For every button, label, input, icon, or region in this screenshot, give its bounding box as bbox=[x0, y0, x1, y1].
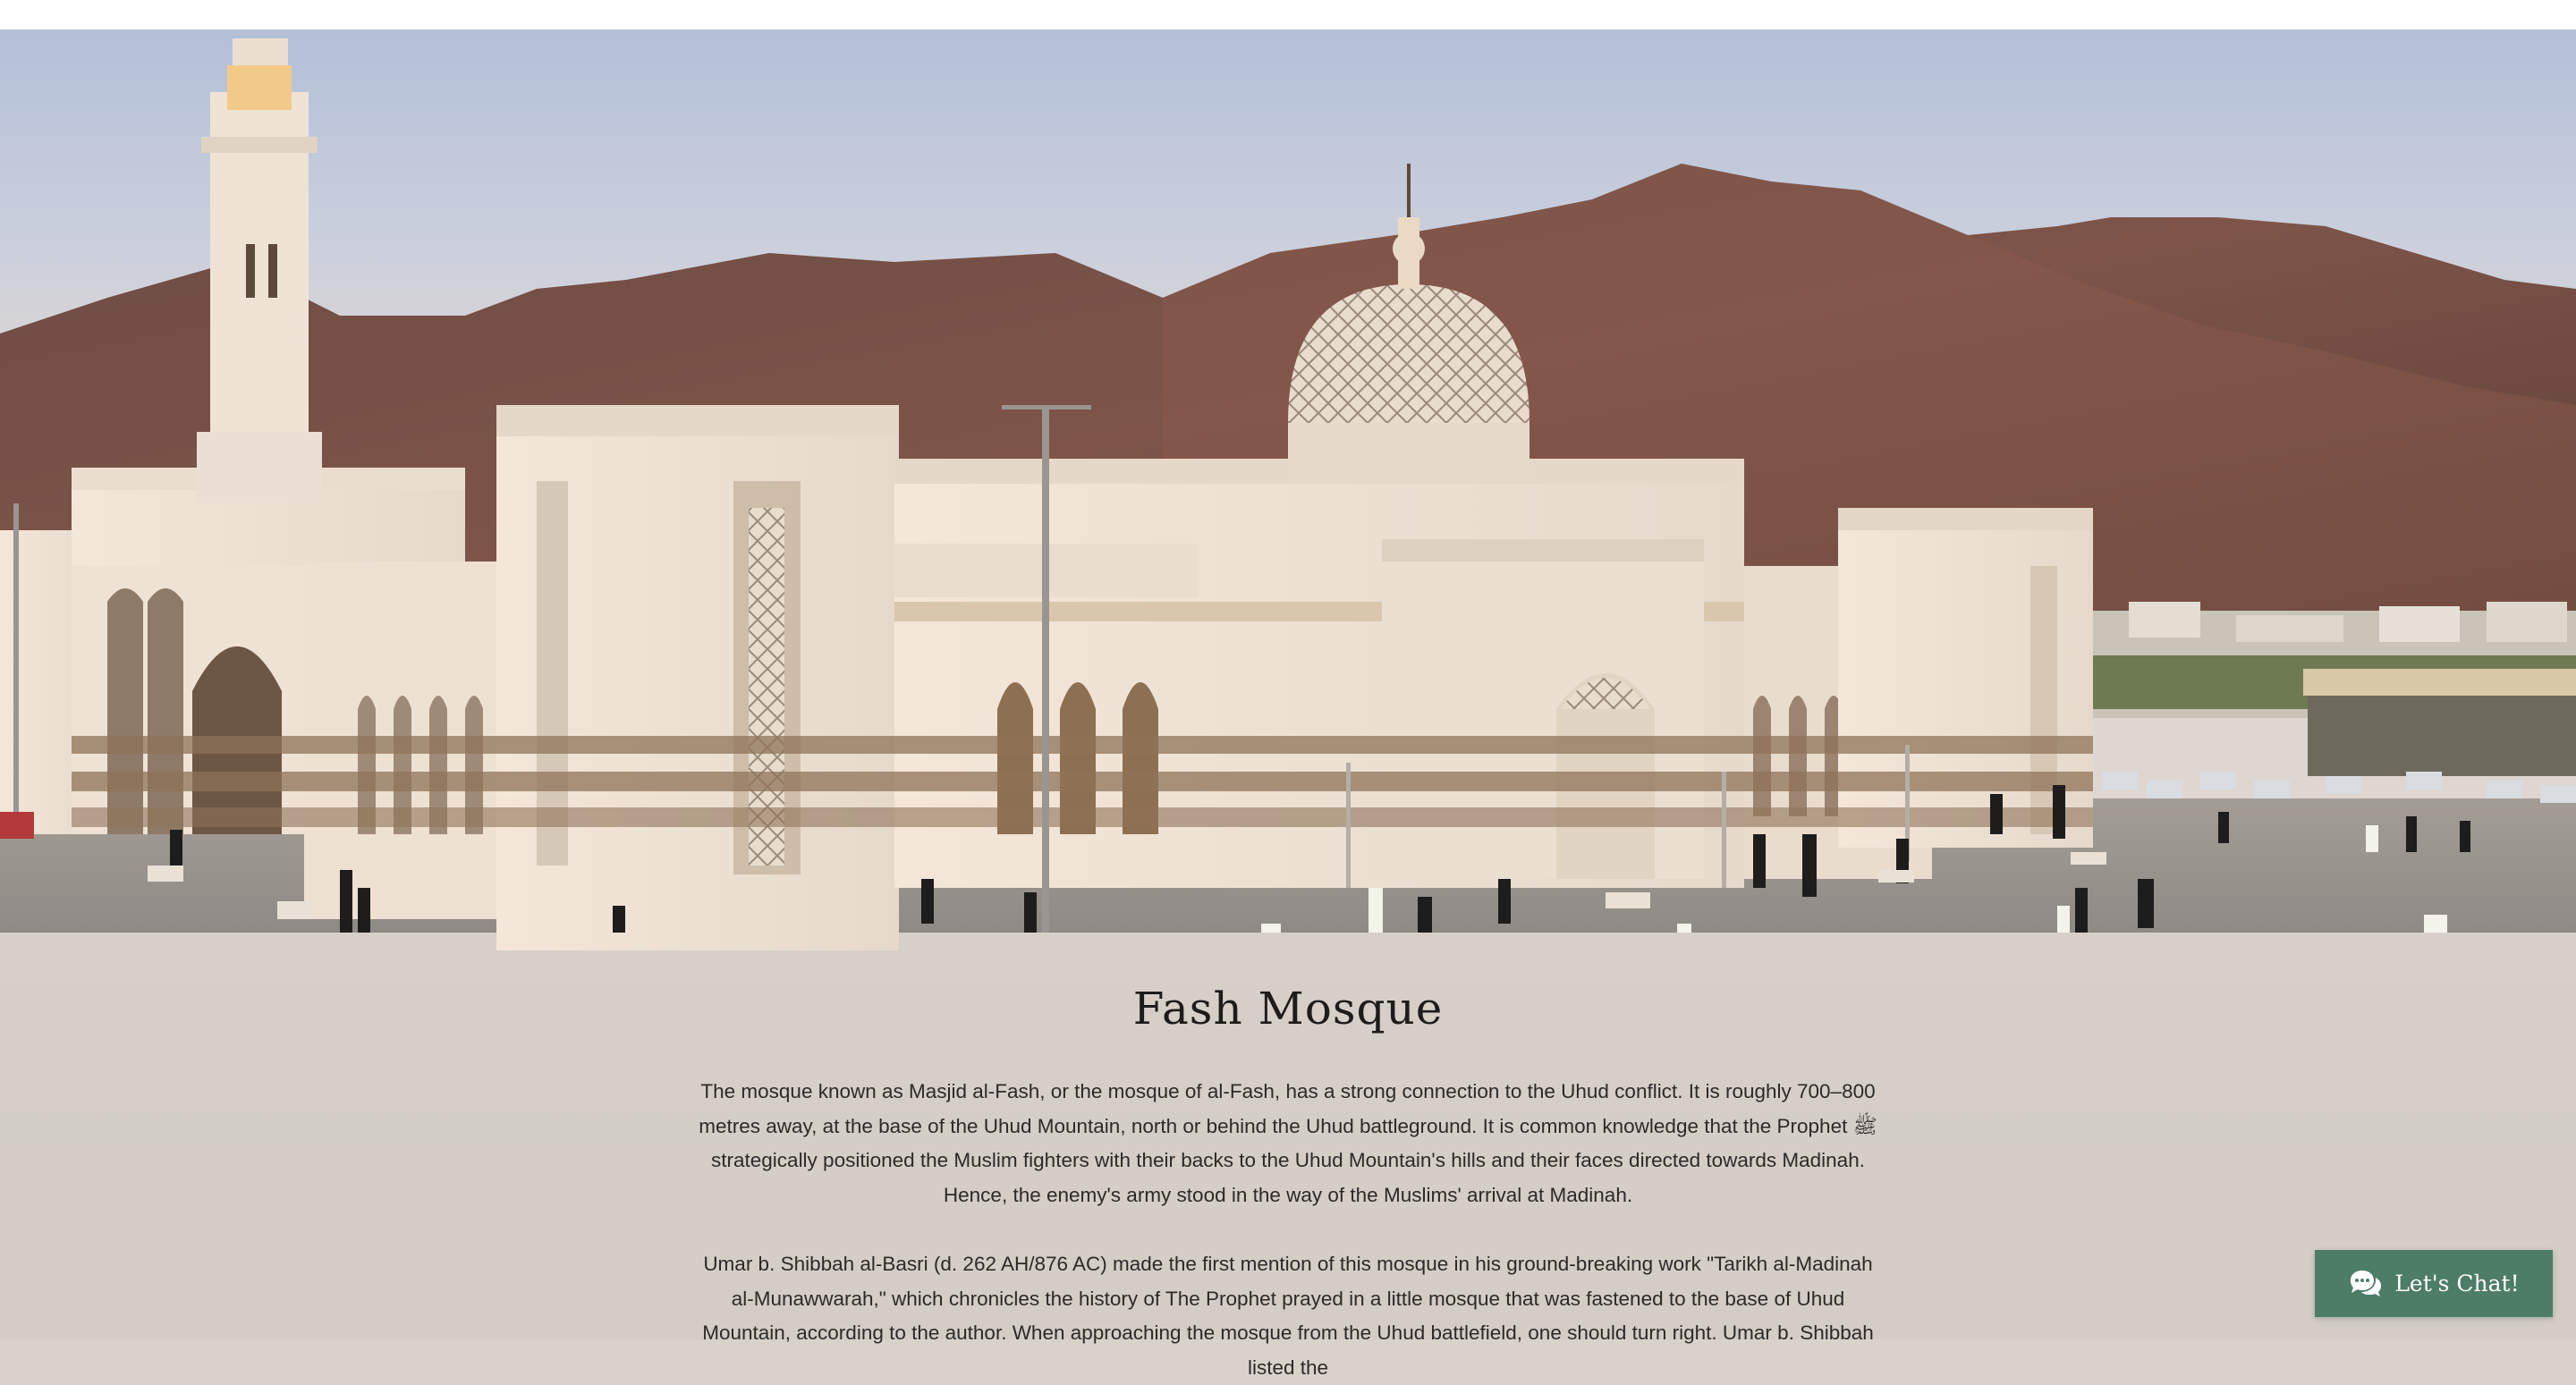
article-paragraph: Umar b. Shibbah al-Basri (d. 262 AH/876 AC) made the first mention of this mosque in his ground-breaking work "Tarikh al-Madinah al-Munawwarah," which chronicles the history of The Prophet prayed in a little mosque that was fastened to the base of Uhud Mountain, according to the author. When approaching the mosque from the Uhud battlefield, one should turn right. Umar b. Shibbah listed the bbox=[702, 1253, 1874, 1379]
chat-bubbles-icon bbox=[2348, 1269, 2382, 1299]
article-paragraph: The mosque known as Masjid al-Fash, or the mosque of al-Fash, has a strong connection to the Uhud conflict. It is roughly 700–800 metres away, at the base of the Uhud Mountain, north or behind the Uhud battleground. It is common knowledge that the Prophet ﷺ strategically positioned the Muslim fighters with their backs to the Uhud Mountain's hills and their faces directed towards Madinah. Hence, the enemy's army stood in the way of the Muslims' arrival at Madinah. bbox=[699, 1080, 1877, 1206]
article-section bbox=[0, 933, 2576, 1379]
hero-image bbox=[0, 30, 2576, 933]
chat-button[interactable] bbox=[2315, 1250, 2553, 1317]
top-header-strip bbox=[0, 0, 2576, 30]
page-title: Fash Mosque bbox=[1132, 983, 1444, 1035]
chat-button-label: Let's Chat! bbox=[2394, 1271, 2520, 1296]
